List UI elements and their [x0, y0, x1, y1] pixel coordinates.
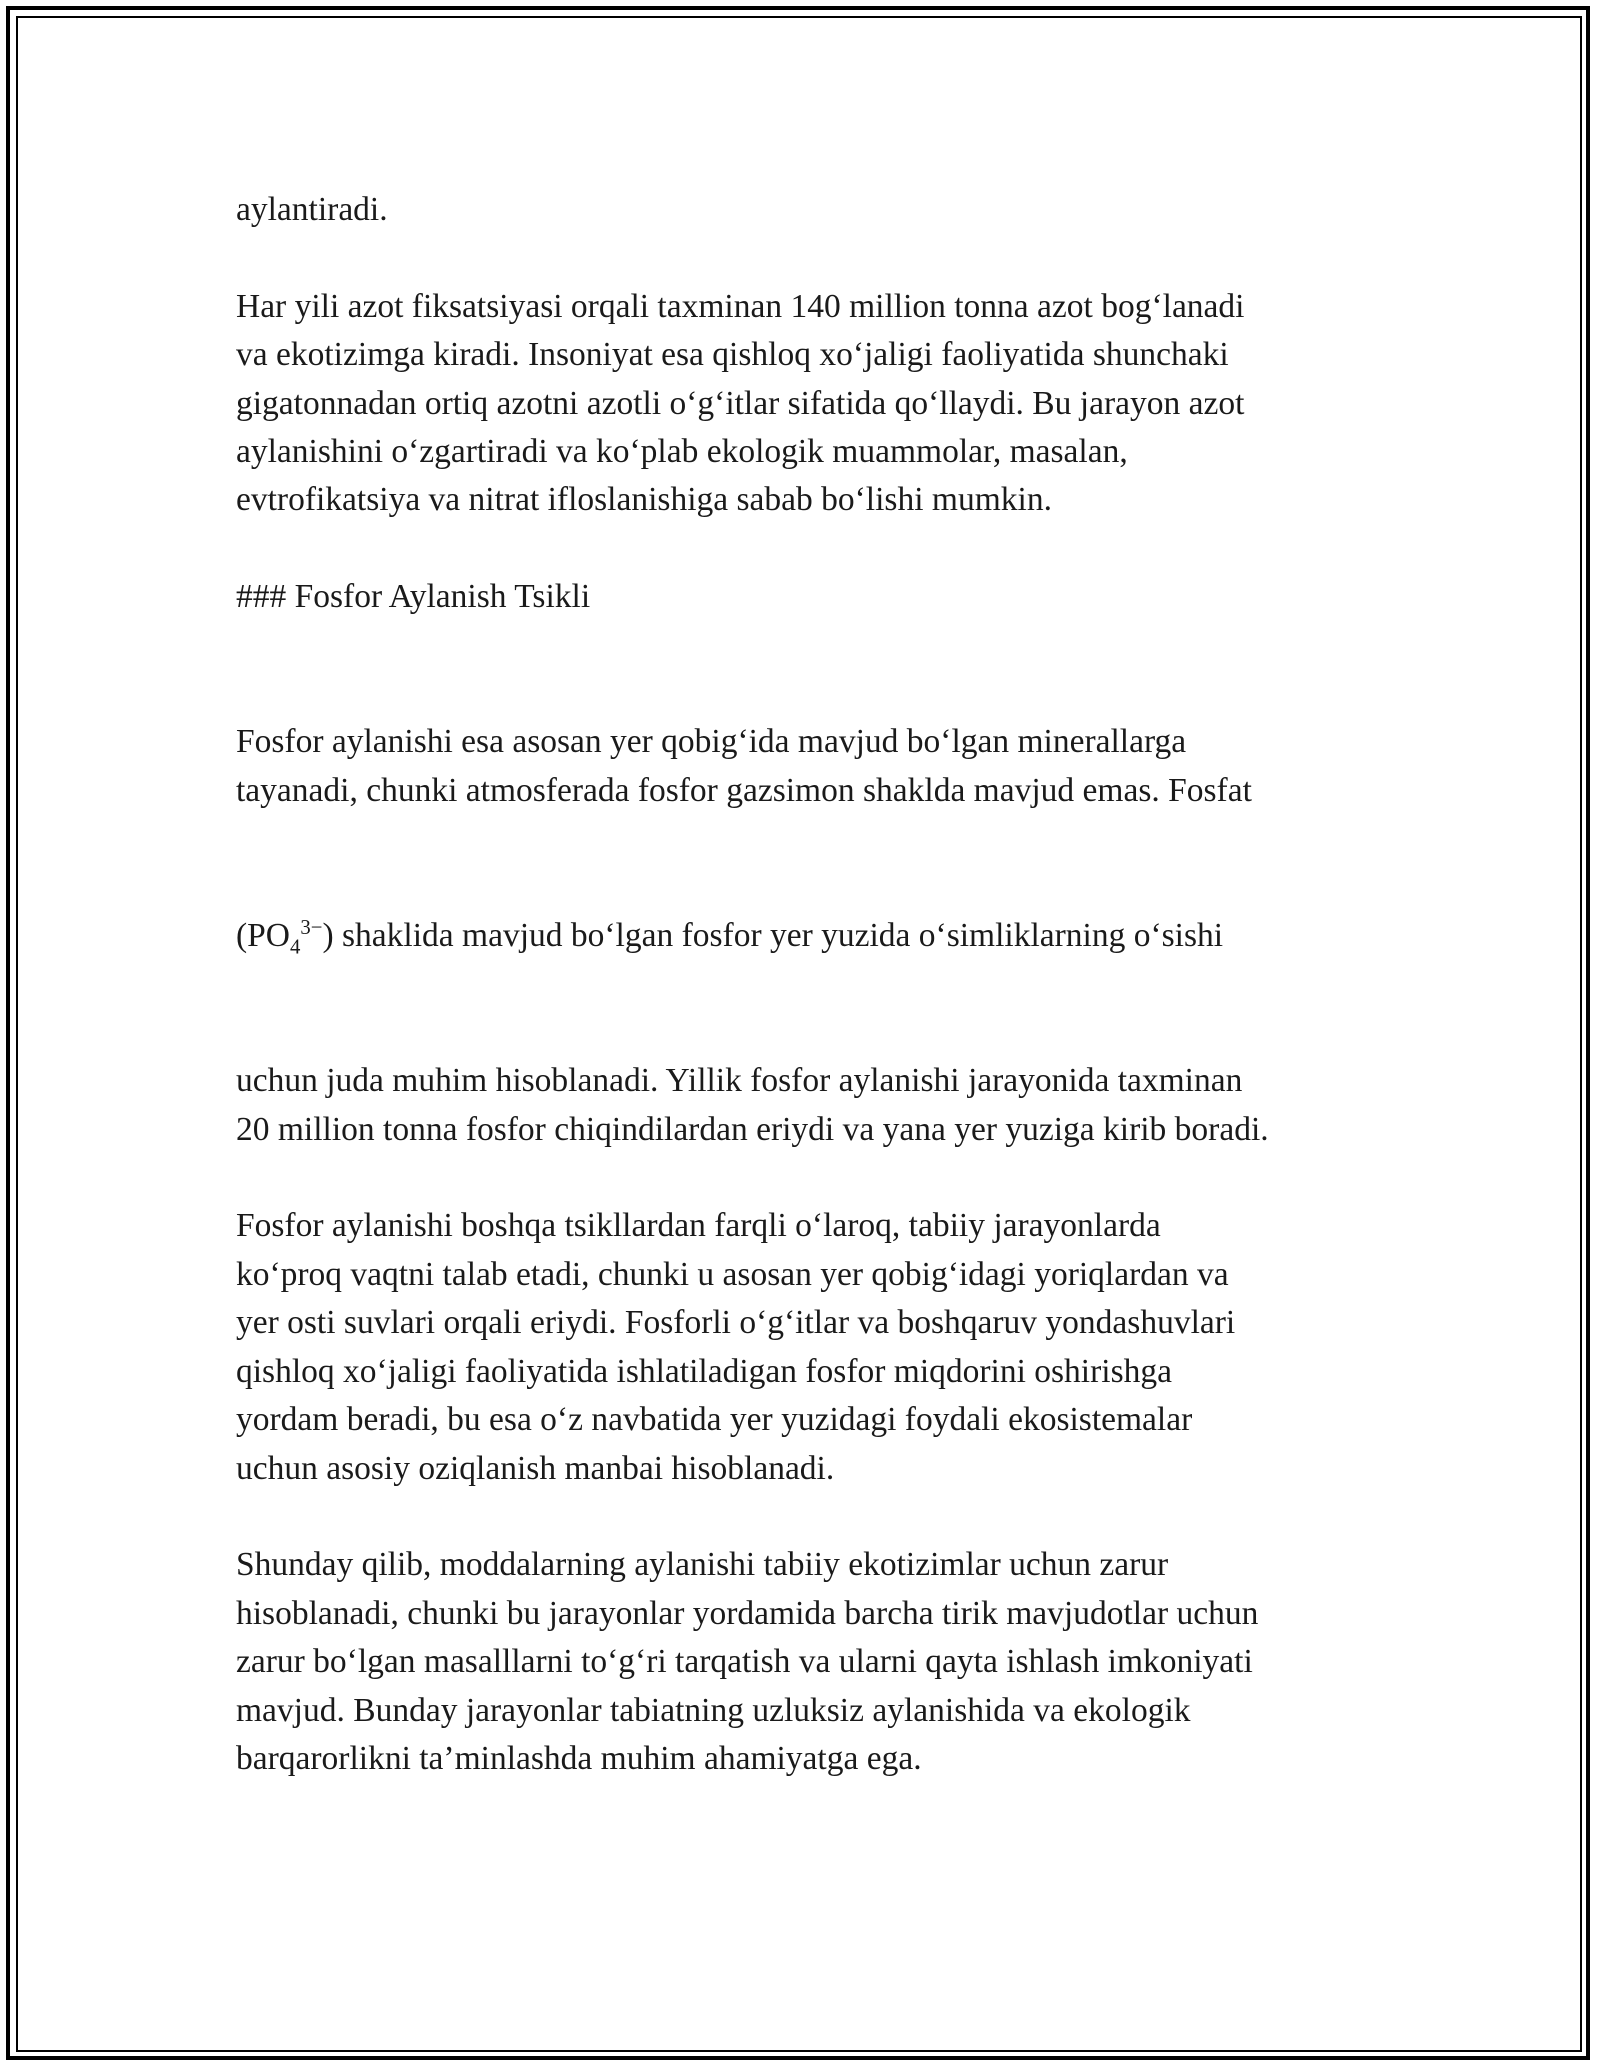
paragraph-nitrogen-fixation: Har yili azot fiksatsiyasi orqali taxminan 140 million tonna azot bog‘lanadi va ekotizimga kiradi. Insoniyat esa qishloq xo‘jaligi faoliyatida shunchaki gigatonnadan ortiq azotni azotli o‘g‘itlar sifatida qo‘llaydi. Bu jarayon azot aylanishini o‘zgartiradi va ko‘plab ekologik muammolar, masalan, evtrofikatsiya va nitrat ifloslanishiga sabab bo‘lishi mumkin. — [236, 287, 1245, 519]
paragraph-phosphorus-intro-start: Fosfor aylanishi esa asosan yer qobig‘ida mavjud bo‘lgan minerallarga tayanadi, chunki atmosferada fosfor gazsimon shaklda mavjud emas. Fosfat — [236, 723, 1252, 809]
document-body — [236, 186, 1386, 1783]
phosphate-open: (PO — [236, 917, 290, 955]
paragraph-phosphorus-intro — [236, 670, 1386, 1154]
section-heading-phosphorus-cycle: ### Fosfor Aylanish Tsikli — [236, 578, 591, 616]
paragraph-continuation: aylantiradi. — [236, 191, 388, 228]
paragraph-phosphorus-timescale: Fosfor aylanishi boshqa tsikllardan farqli o‘laroq, tabiiy jarayonlarda ko‘proq vaqtni talab etadi, chunki u asosan yer qobig‘idagi yoriqlardan va yer osti suvlari orqali eriydi. Fosforli o‘g‘itlar va boshqaruv yondashuvlari qishloq xo‘jaligi faoliyatida ishlatiladigan fosfor miqdorini oshirishga yordam beradi, bu esa o‘z navbatida yer yuzidagi foydali ekosistemalar uchun asosiy oziqlanish manbai hisoblanadi. — [236, 1207, 1236, 1487]
phosphate-rest: ) shaklida mavjud bo‘lgan fosfor yer yuzida o‘simliklarning o‘sishi — [322, 917, 1224, 955]
phosphate-superscript: 3− — [300, 915, 323, 939]
phosphate-formula-line — [236, 915, 1224, 959]
phosphate-subscript: 4 — [289, 935, 301, 959]
paragraph-phosphorus-intro-end: uchun juda muhim hisoblanadi. Yillik fosfor aylanishi jarayonida taxminan 20 million tonna fosfor chiqindilardan eriydi va yana yer yuziga kirib boradi. — [236, 1062, 1269, 1148]
paragraph-conclusion: Shunday qilib, moddalarning aylanishi tabiiy ekotizimlar uchun zarur hisoblanadi, chunki bu jarayonlar yordamida barcha tirik mavjudotlar uchun zarur bo‘lgan masalllarni to‘g‘ri tarqatish va ularni qayta ishlash imkoniyati mavjud. Bunday jarayonlar tabiatning uzluksiz aylanishida va ekologik barqarorlikni ta’minlashda muhim ahamiyatga ega. — [236, 1546, 1259, 1777]
